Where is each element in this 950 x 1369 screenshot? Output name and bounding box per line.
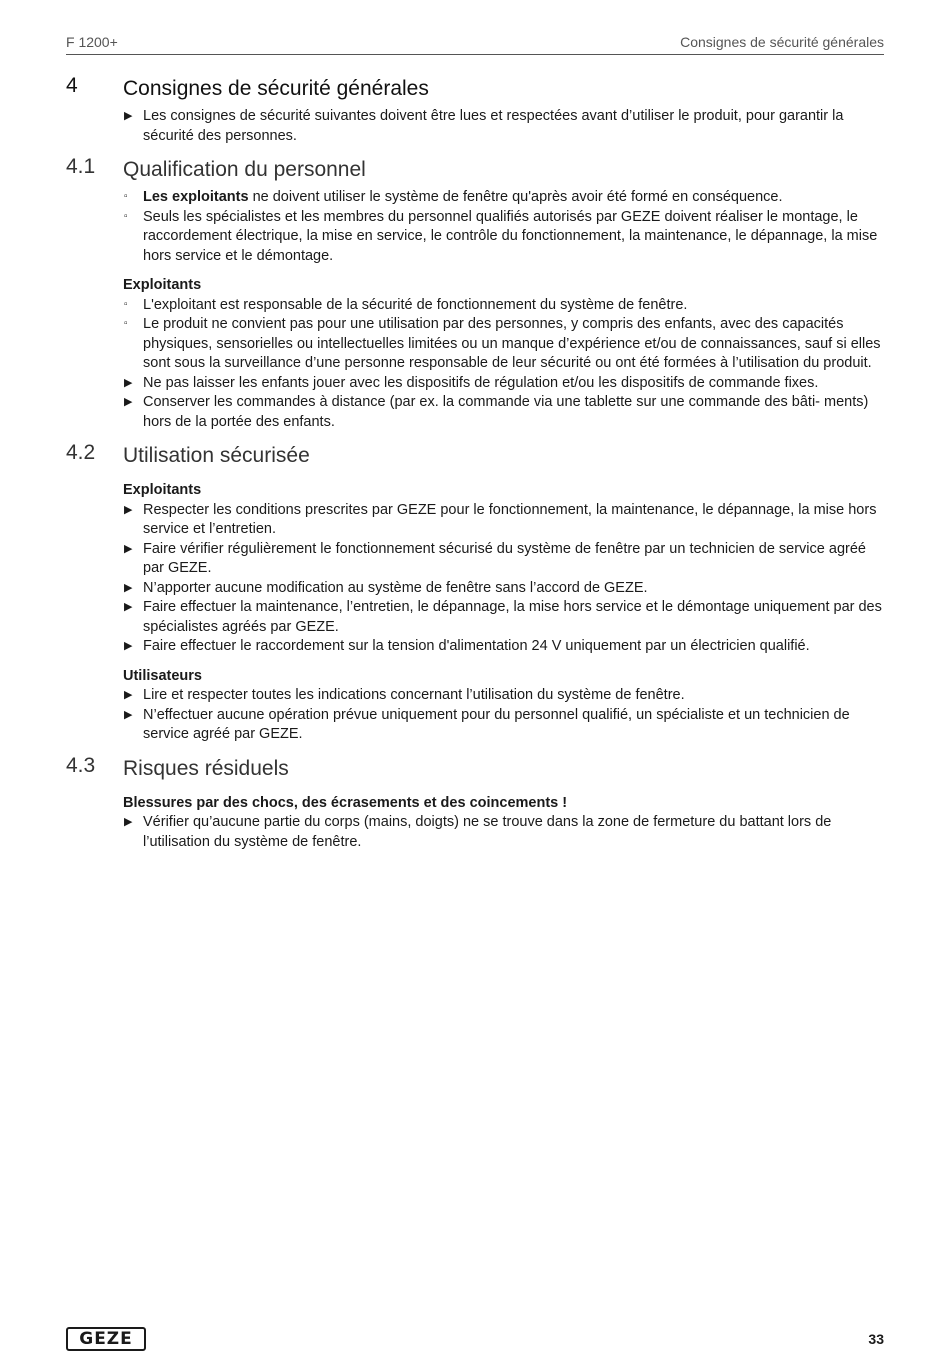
section-4-2 — [66, 441, 884, 745]
section-4-3 — [66, 754, 884, 853]
arrow-bullet-icon: ▶ — [124, 503, 133, 516]
section-4 — [66, 74, 884, 146]
section-title: Risques résiduels — [123, 756, 289, 780]
header-product: F 1200+ — [66, 34, 118, 50]
list-item: ▶ Vérifier qu’aucune partie du corps (mains, doigts) ne se trouve dans la zone de fermeture du battant lors de l’utilisation du système de fenêtre. — [124, 814, 832, 850]
page-header — [66, 34, 884, 55]
section-number: 4.3 — [66, 753, 96, 777]
arrow-bullet-icon: ▶ — [124, 581, 133, 594]
arrow-bullet-icon: ▶ — [124, 601, 133, 613]
section-title: Qualification du personnel — [123, 158, 366, 181]
section-number: 4 — [66, 74, 78, 97]
section-4-1 — [66, 155, 884, 432]
list-item: ▫ Seuls les spécialistes et les membres du personnel qualifiés autorisés par GEZE doivent réaliser le montage, le raccordement électrique, la mise en service, le contrôle du fonctionnement, la maintenance, le dépannage, la mise hors service et le démontage. — [124, 208, 878, 264]
list-item: ▫ Les exploitants ne doivent utiliser le système de fenêtre qu'après avoir été formé en conséquence. — [124, 189, 783, 205]
arrow-bullet-icon: ▶ — [124, 396, 133, 408]
section-number: 4.1 — [66, 155, 96, 178]
list-item: ▶ N’apporter aucune modification au système de fenêtre sans l’accord de GEZE. — [123, 579, 884, 599]
section-number: 4.2 — [66, 441, 96, 464]
arrow-bullet-icon: ▶ — [124, 542, 133, 555]
subsection-label: Utilisateurs — [123, 667, 202, 684]
section-title: Utilisation sécurisée — [123, 444, 310, 467]
subsection-label: Exploitants — [123, 277, 202, 293]
arrow-bullet-icon: ▶ — [124, 689, 133, 701]
square-bullet-icon: ▫ — [124, 191, 128, 202]
list-item: ▶ Lire et respecter toutes les indications concernant l’utilisation du système de fenêtre. — [123, 686, 884, 706]
list-item: ▫ Le produit ne convient pas pour une utilisation par des personnes, y compris des enfants, avec des capacités physiques, sensorielles ou intellectuelles limitées ou un manque d’expérience et/ou de connaissances, sauf si elles sont sous la surveillance d’une personne responsable de leur sécurité ou ont été formées à l’utilisation du produit. — [124, 316, 881, 371]
subsection-label: Blessures par des chocs, des écrasements et des coincements ! — [123, 794, 568, 811]
subsection-label: Exploitants — [123, 482, 202, 498]
list-item: ▶ Conserver les commandes à distance (par ex. la commande via une tablette sur une commande des bâti- ments) hors de la portée des enfants. — [124, 394, 869, 430]
logo-text: GEZE — [79, 1328, 133, 1349]
header-chapter: Consignes de sécurité générales — [680, 34, 884, 50]
square-bullet-icon: ▫ — [124, 318, 128, 329]
square-bullet-icon: ▫ — [124, 298, 128, 310]
list-item: ▶ Respecter les conditions prescrites par GEZE pour le fonctionnement, la maintenance, le dépannage, la mise hors service et l’entretien. — [124, 501, 877, 537]
page-number: 33 — [868, 1331, 884, 1347]
list-item: ▶ Ne pas laisser les enfants jouer avec les dispositifs de régulation et/ou les dispositifs de commande fixes. — [123, 374, 884, 394]
list-item: ▶ N’effectuer aucune opération prévue uniquement pour du personnel qualifié, un spécialiste et un technicien de service agréé par GEZE. — [124, 706, 850, 742]
arrow-bullet-icon: ▶ — [124, 816, 133, 828]
square-bullet-icon: ▫ — [124, 210, 128, 222]
arrow-bullet-icon: ▶ — [124, 640, 133, 652]
arrow-bullet-icon: ▶ — [124, 708, 133, 721]
list-item: ▶ Faire effectuer la maintenance, l’entretien, le dépannage, la mise hors service et le démontage uniquement par des spécialistes agréés par GEZE. — [124, 599, 882, 635]
arrow-bullet-icon: ▶ — [124, 110, 133, 122]
list-item: ▶ Faire effectuer le raccordement sur la tension d'alimentation 24 V uniquement par un électricien qualifié. — [123, 637, 884, 657]
page-content — [66, 72, 884, 852]
list-item: ▶ Les consignes de sécurité suivantes doivent être lues et respectées avant d’utiliser le produit, pour garantir la sécurité des personnes. — [124, 108, 844, 144]
section-title: Consignes de sécurité générales — [123, 77, 429, 100]
list-item: ▶ Faire vérifier régulièrement le fonctionnement sécurisé du système de fenêtre par un technicien de service agréé par GEZE. — [124, 540, 866, 576]
arrow-bullet-icon: ▶ — [124, 376, 133, 389]
geze-logo — [66, 1327, 146, 1351]
list-item: ▫ L'exploitant est responsable de la sécurité de fonctionnement du système de fenêtre. — [124, 296, 688, 313]
